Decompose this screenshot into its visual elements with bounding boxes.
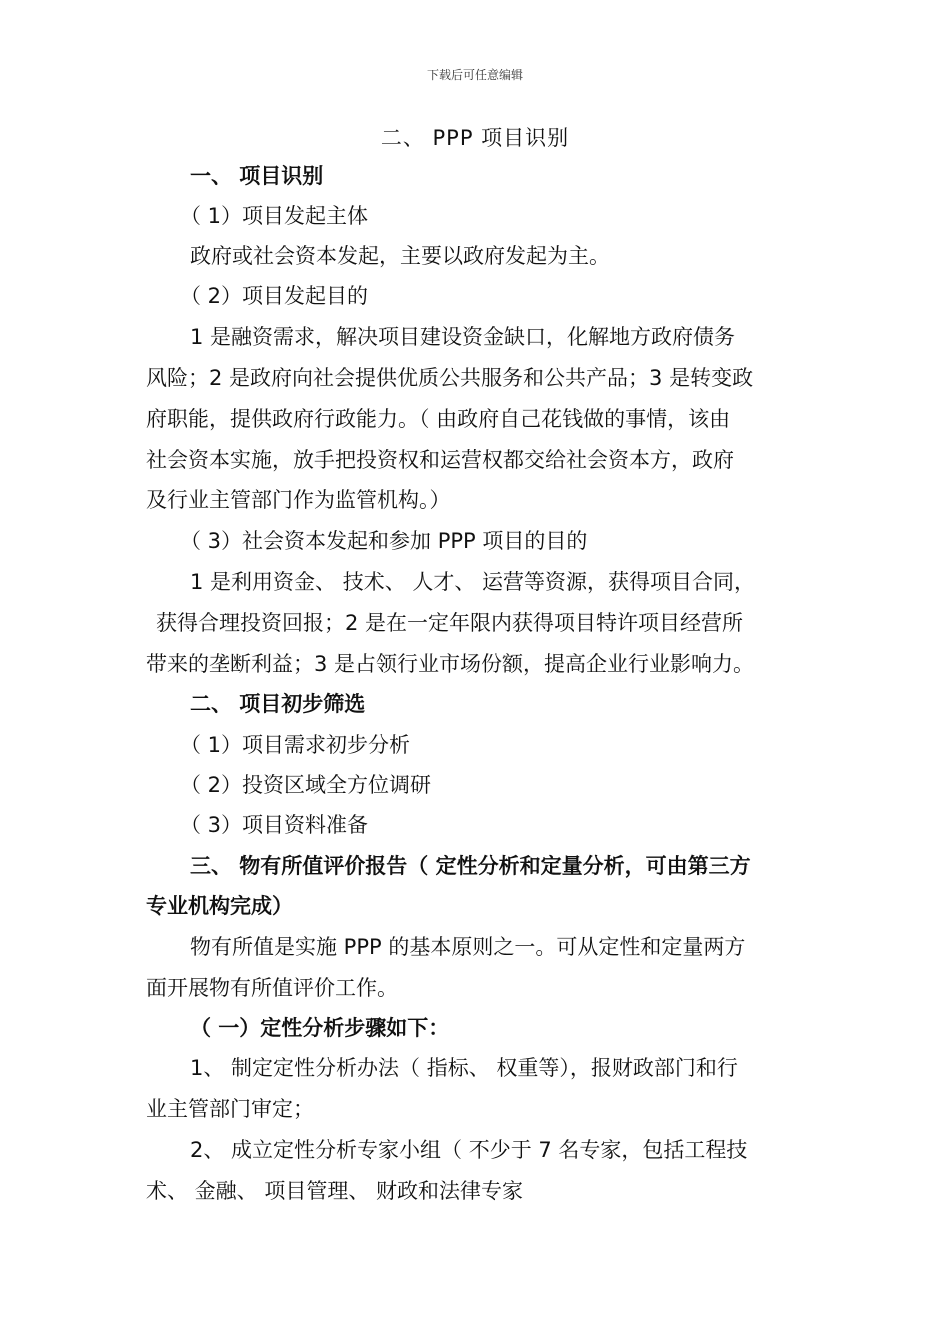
subheading: （ 2）投资区域全方位调研 <box>180 773 432 797</box>
subheading: （ 3）社会资本发起和参加 PPP 项目的目的 <box>180 529 588 553</box>
paragraph-line: 及行业主管部门作为监管机构。） <box>146 488 451 512</box>
subheading: （ 2）项目发起目的 <box>180 284 369 308</box>
paragraph-line: 风险；2 是政府向社会提供优质公共服务和公共产品；3 是转变政 <box>146 366 754 390</box>
subheading: （ 1）项目需求初步分析 <box>180 733 411 757</box>
subheading: （ 1）项目发起主体 <box>180 204 369 228</box>
paragraph-line: 政府或社会资本发起，主要以政府发起为主。 <box>190 244 610 268</box>
paragraph-line: 社会资本实施，放手把投资权和运营权都交给社会资本方，政府 <box>146 448 734 472</box>
paragraph-line: 术、 金融、 项目管理、 财政和法律专家 <box>146 1179 524 1203</box>
document-title: 二、 PPP 项目识别 <box>380 126 570 150</box>
paragraph-line: 获得合理投资回报；2 是在一定年限内获得项目特许项目经营所 <box>156 611 744 635</box>
sub-section-heading: （ 一）定性分析步骤如下： <box>190 1016 450 1040</box>
paragraph-line: 带来的垄断利益；3 是占领行业市场份额，提高企业行业影响力。 <box>146 652 755 676</box>
page-header: 下载后可任意编辑 <box>426 68 523 82</box>
section-heading-3-cont: 专业机构完成） <box>146 894 293 918</box>
subheading: （ 3）项目资料准备 <box>180 813 369 837</box>
paragraph-line: 1、 制定定性分析办法（ 指标、 权重等），报财政部门和行 <box>190 1056 738 1080</box>
section-heading-3: 三、 物有所值评价报告（ 定性分析和定量分析，可由第三方 <box>190 854 751 878</box>
paragraph-line: 业主管部门审定； <box>146 1097 314 1121</box>
paragraph-line: 府职能，提供政府行政能力。（ 由政府自己花钱做的事情，该由 <box>146 407 731 431</box>
paragraph-line: 2、 成立定性分析专家小组（ 不少于 7 名专家，包括工程技 <box>190 1138 748 1162</box>
section-heading-1: 一、 项目识别 <box>190 164 324 188</box>
paragraph-line: 面开展物有所值评价工作。 <box>146 976 398 1000</box>
paragraph-line: 1 是融资需求，解决项目建设资金缺口，化解地方政府债务 <box>190 325 736 349</box>
paragraph-line: 物有所值是实施 PPP 的基本原则之一。可从定性和定量两方 <box>190 935 746 959</box>
section-heading-2: 二、 项目初步筛选 <box>190 692 366 716</box>
paragraph-line: 1 是利用资金、 技术、 人才、 运营等资源，获得项目合同， <box>190 570 756 594</box>
